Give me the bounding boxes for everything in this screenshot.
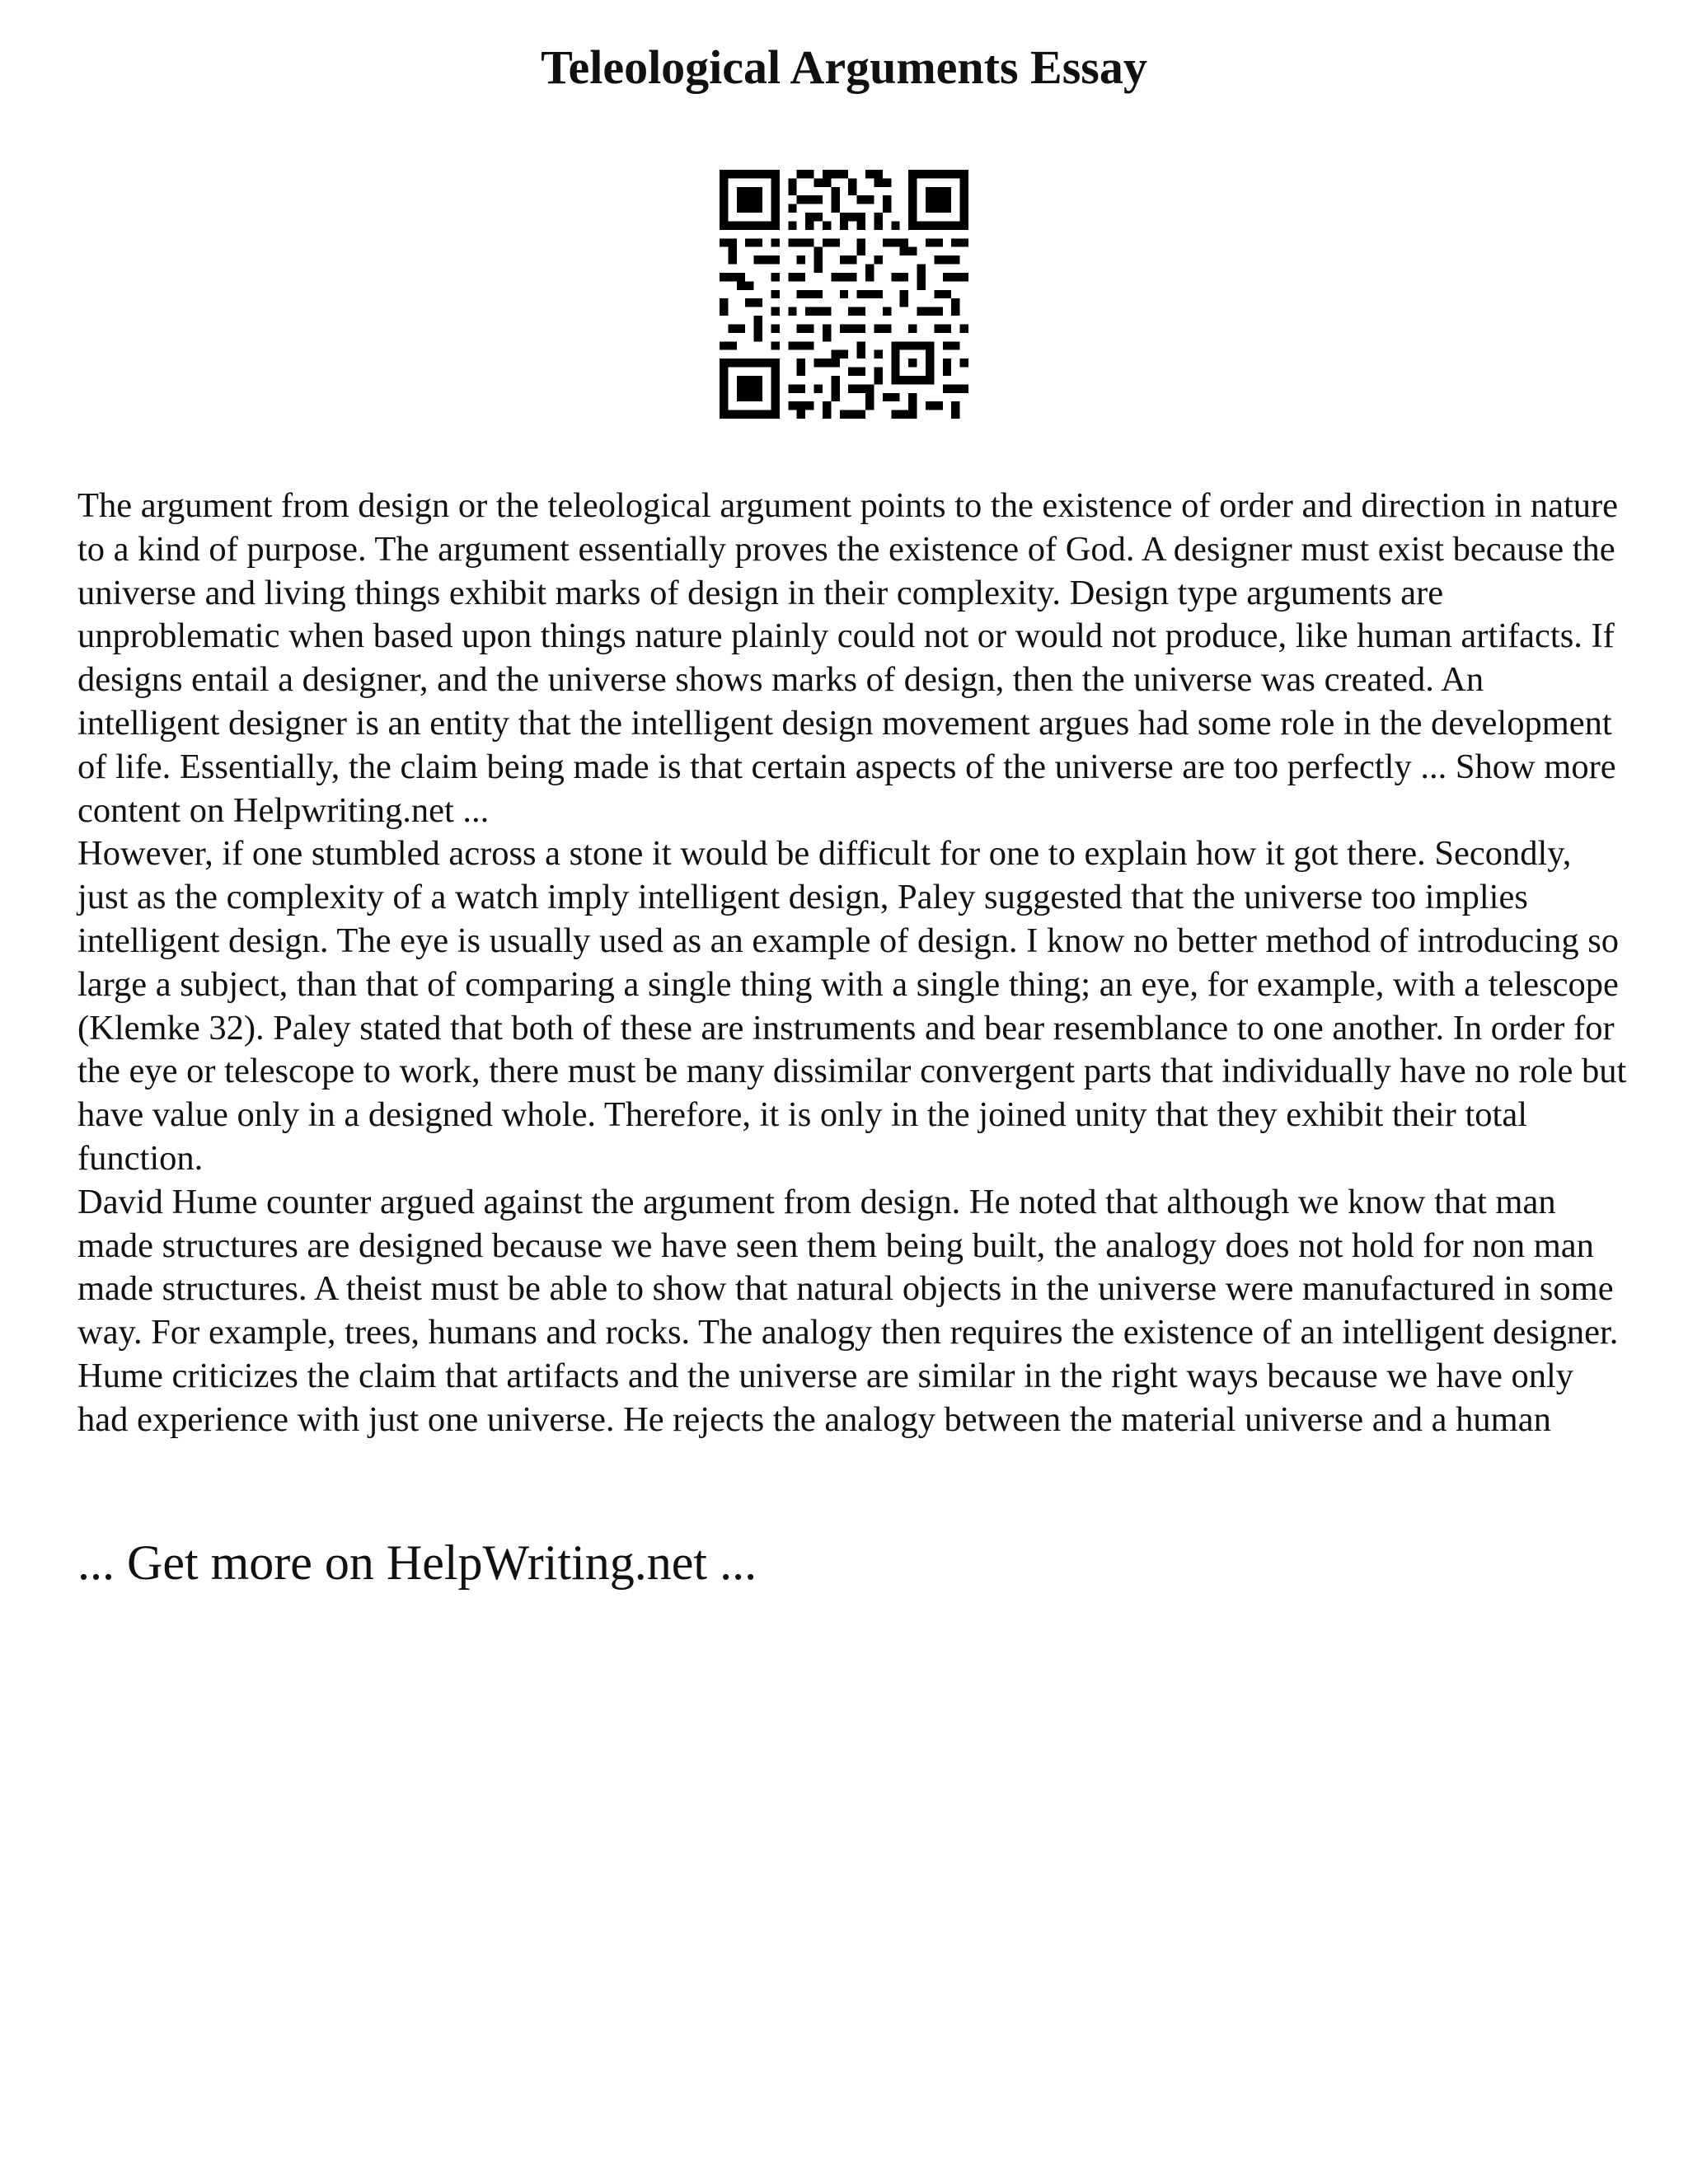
essay-paragraph-2: However, if one stumbled across a stone it would be difficult for one to explain how it got there. Secondly, just as the complexity of a watch imply intelligent design, Paley suggested that the universe too implies intelligent design. The eye is usually used as an example of design. I know no better method of introducing so large a subject, than that of comparing a single thing with a single thing; an eye, for example, with a telescope (Klemke 32). Paley stated that both of these are instruments and bear resemblance to one another. In order for the eye or telescope to work, there must be many dissimilar convergent parts that individually have no role but have value only in a designed whole. Therefore, it is only in the joined unity that they exhibit their total function. [77, 834, 1627, 1178]
document-title: Teleological Arguments Essay [541, 40, 1147, 94]
get-more-link[interactable]: ... Get more on HelpWriting.net ... [77, 1535, 757, 1590]
essay-paragraph-3: David Hume counter argued against the argument from design. He noted that although we know that man made structures are designed because we have seen them being built, the analogy does not hold for non man made structures. A theist must be able to show that natural objects in the universe were manufactured in some way. For example, trees, humans and rocks. The analogy then requires the existence of an intelligent designer. Hume criticizes the claim that artifacts and the universe are similar in the right ways because we have only had experience with just one universe. He rejects the analogy between the material universe and a human [77, 1182, 1619, 1439]
essay-paragraph-1: The argument from design or the teleological argument points to the existence of order and direction in nature to a kind of purpose. The argument essentially proves the existence of God. A designer must exist because the universe and living things exhibit marks of design in their complexity. Design type arguments are unproblematic when based upon things nature plainly could not or would not produce, like human artifacts. If designs entail a designer, and the universe shows marks of design, then the universe was created. An intelligent designer is an entity that the intelligent design movement argues had some role in the development of life. Essentially, the claim being made is that certain aspects of the universe are too perfectly ... Show more content on Helpwriting.net ... [77, 486, 1619, 830]
qr-code-icon [720, 170, 968, 419]
essay-body [77, 485, 1627, 1442]
